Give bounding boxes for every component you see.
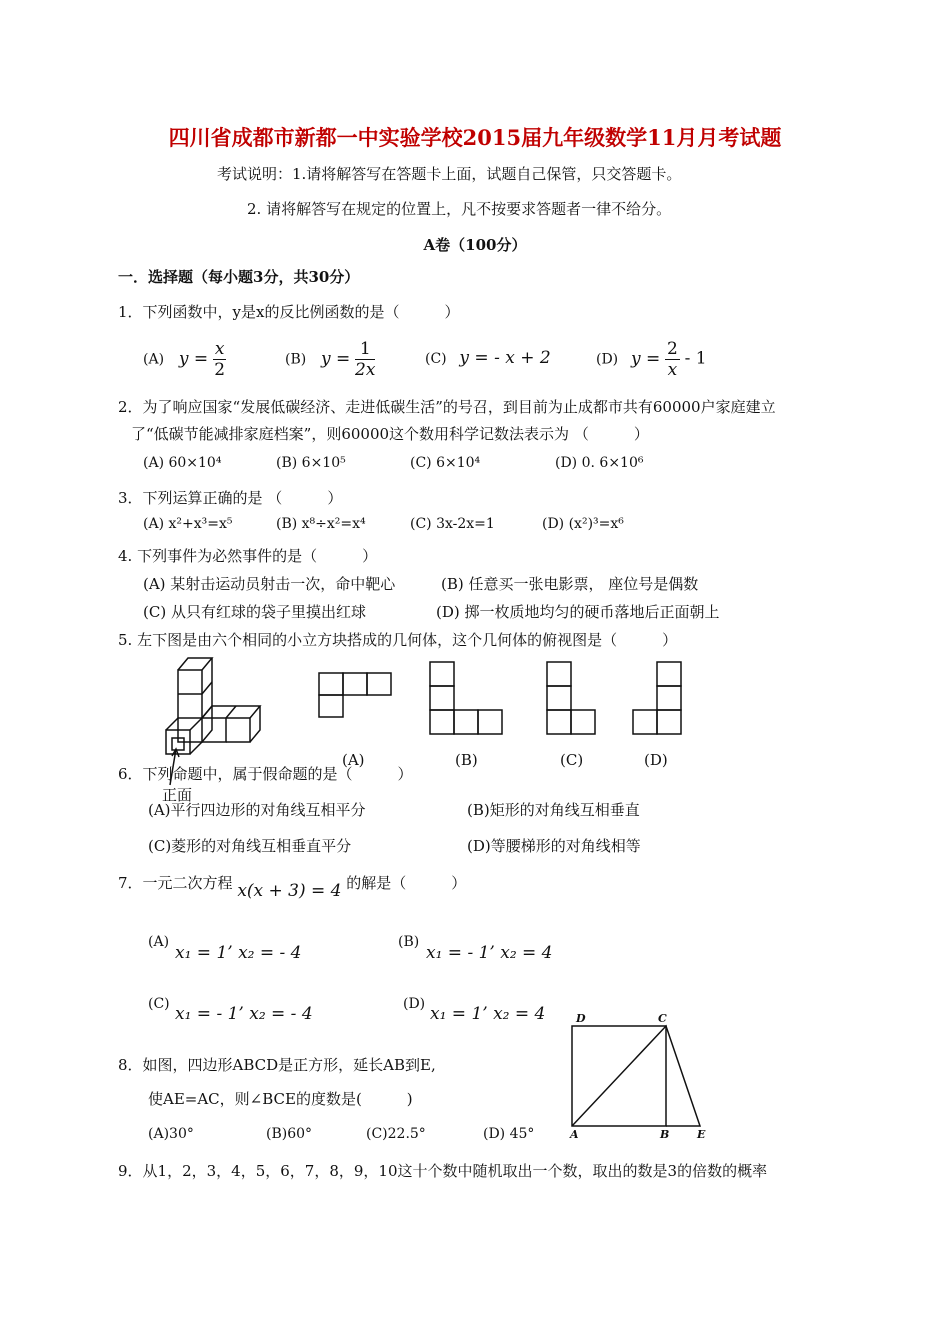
q4-option-d: (D) 掷一枚质地均匀的硬币落地后正面朝上: [436, 603, 720, 621]
option-d-top-view: [632, 661, 684, 735]
q2-option-b: (B) 6×10⁵: [276, 455, 346, 471]
q7-option-d: x₁ = 1’ x₂ = 4: [430, 1004, 546, 1024]
q2-option-a: (A) 60×10⁴: [143, 455, 222, 471]
q5-option-d-label: (D): [644, 751, 668, 769]
q7-option-d-label: (D): [403, 996, 426, 1012]
q1-option-b: (B) y = $\frac{1}{2x}$: [285, 339, 376, 380]
q6-stem: 6．下列命题中，属于假命题的是（ ）: [118, 765, 413, 783]
option-a-top-view: [318, 672, 394, 720]
q7-option-a: x₁ = 1’ x₂ = - 4: [175, 943, 302, 963]
option-b-top-view: [429, 661, 505, 735]
q2-option-d: (D) 0. 6×10⁶: [555, 455, 644, 471]
q7-option-c-label: (C): [148, 996, 170, 1012]
q1-stem: 1．下列函数中，y是x的反比例函数的是（ ）: [118, 303, 460, 321]
square-abcd-figure: [566, 1008, 716, 1138]
q8-option-a: (A)30°: [148, 1126, 194, 1142]
q3-option-b: (B) x⁸÷x²=x⁴: [276, 516, 366, 532]
q3-option-a: (A) x²+x³=x⁵: [143, 516, 233, 532]
page-title: 四川省成都市新都一中实验学校2015届九年级数学11月月考试题: [168, 125, 782, 150]
q4-option-b: (B) 任意买一张电影票， 座位号是偶数: [441, 575, 699, 593]
q5-option-a-label: (A): [342, 751, 365, 769]
q3-stem: 3．下列运算正确的是 （ ）: [118, 489, 343, 507]
q4-option-c: (C) 从只有红球的袋子里摸出红球: [143, 603, 366, 621]
q7-option-a-label: (A): [148, 934, 170, 950]
vertex-d-label: D: [576, 1012, 586, 1025]
option-c-top-view: [546, 661, 598, 735]
q2-option-c: (C) 6×10⁴: [410, 455, 481, 471]
vertex-c-label: C: [658, 1012, 667, 1025]
q8-option-d: (D) 45°: [483, 1126, 535, 1142]
vertex-a-label: A: [570, 1128, 579, 1138]
q6-option-d: (D)等腰梯形的对角线相等: [467, 837, 641, 855]
q8-stem-line-1: 8．如图，四边形ABCD是正方形，延长AB到E,: [118, 1056, 436, 1074]
vertex-e-label: E: [697, 1128, 706, 1138]
instruction-line-1: 考试说明：1.请将解答写在答题卡上面，试题自己保管，只交答题卡。: [217, 165, 682, 183]
q7-option-c: x₁ = - 1’ x₂ = - 4: [175, 1004, 313, 1024]
instruction-line-2: 2. 请将解答写在规定的位置上，凡不按要求答题者一律不给分。: [247, 200, 672, 218]
q3-option-c: (C) 3x-2x=1: [410, 516, 495, 532]
vertex-b-label: B: [660, 1128, 670, 1138]
q4-option-a: (A) 某射击运动员射击一次，命中靶心: [143, 575, 396, 593]
q7-option-b: x₁ = - 1’ x₂ = 4: [426, 943, 553, 963]
q1-option-a: (A) y = $\frac{x}{2}$: [143, 339, 226, 380]
q9-stem: 9．从1，2，3，4，5，6，7，8，9，10这十个数中随机取出一个数，取出的数是3的倍数的概率: [118, 1162, 768, 1180]
q8-stem-line-2: 使AE=AC，则∠BCE的度数是( ): [148, 1090, 413, 1108]
q3-option-d: (D) (x²)³=x⁶: [542, 516, 624, 532]
q6-option-b: (B)矩形的对角线互相垂直: [467, 801, 640, 819]
q7-option-b-label: (B): [398, 934, 420, 950]
q1-option-c: (C) y = - x + 2: [425, 348, 551, 368]
q6-option-a: (A)平行四边形的对角线互相平分: [148, 801, 366, 819]
q6-option-c: (C)菱形的对角线互相垂直平分: [148, 837, 352, 855]
q5-stem: 5. 左下图是由六个相同的小立方块搭成的几何体，这个几何体的俯视图是（ ）: [118, 631, 678, 649]
front-view-label: 正面: [162, 786, 193, 804]
q2-stem-line-2: 了“低碳节能减排家庭档案”，则60000这个数用科学记数法表示为 （ ）: [131, 425, 649, 443]
part-one-heading: 一．选择题（每小题3分，共30分）: [118, 268, 360, 286]
q5-option-c-label: (C): [560, 751, 584, 769]
q5-option-b-label: (B): [455, 751, 478, 769]
q7-stem: 7．一元二次方程 x(x + 3) = 4 的解是（ ）: [118, 874, 467, 901]
q1-option-d: (D) y = $\frac{2}{x}$ - 1: [596, 339, 707, 380]
q2-stem-line-1: 2．为了响应国家“发展低碳经济、走进低碳生活”的号召，到目前为止成都市共有60000户家庭建立: [118, 398, 776, 416]
q8-option-c: (C)22.5°: [366, 1126, 426, 1142]
q8-option-b: (B)60°: [266, 1126, 313, 1142]
section-a-heading: A卷（100分）: [423, 236, 527, 254]
q4-stem: 4. 下列事件为必然事件的是（ ）: [118, 547, 378, 565]
